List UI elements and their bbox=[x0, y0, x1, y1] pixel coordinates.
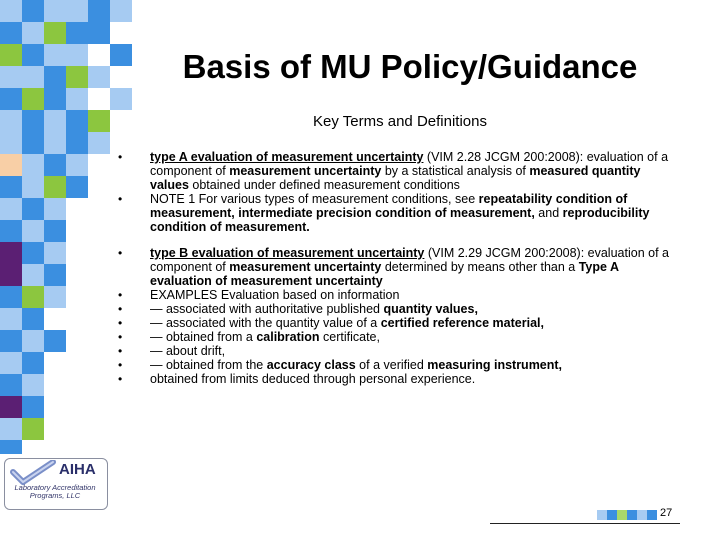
logo-caption bbox=[9, 484, 101, 500]
bullet-text bbox=[150, 302, 478, 316]
bullet-dot: • bbox=[118, 246, 123, 260]
bullet-list bbox=[118, 150, 678, 386]
deco-tile bbox=[0, 264, 22, 286]
deco-tile bbox=[0, 176, 22, 198]
bullet-text bbox=[150, 358, 562, 372]
deco-tile bbox=[22, 88, 44, 110]
deco-tile bbox=[44, 286, 66, 308]
deco-tile bbox=[66, 88, 88, 110]
deco-tile bbox=[0, 22, 22, 44]
deco-tile bbox=[66, 0, 88, 22]
bullet-item bbox=[118, 316, 678, 330]
deco-tile bbox=[110, 44, 132, 66]
deco-tile bbox=[0, 220, 22, 242]
bullet-text bbox=[150, 344, 225, 358]
footer-tile bbox=[597, 510, 607, 520]
deco-tile bbox=[66, 44, 88, 66]
deco-tile bbox=[22, 220, 44, 242]
deco-tile bbox=[22, 308, 44, 330]
bullet-dot: • bbox=[118, 358, 123, 372]
deco-tile bbox=[0, 154, 22, 176]
deco-tile bbox=[0, 66, 22, 88]
bullet-item bbox=[118, 288, 678, 302]
deco-tile bbox=[0, 242, 22, 264]
deco-tile bbox=[88, 66, 110, 88]
deco-tile bbox=[44, 88, 66, 110]
deco-tile bbox=[66, 22, 88, 44]
bullet-item bbox=[118, 330, 678, 344]
bullet-dot: • bbox=[118, 344, 123, 358]
deco-tile bbox=[0, 0, 22, 22]
deco-tile bbox=[0, 330, 22, 352]
deco-tile bbox=[44, 198, 66, 220]
footer-tile bbox=[647, 510, 657, 520]
bullet-segment: measured quantity values bbox=[150, 164, 641, 192]
deco-tile bbox=[66, 132, 88, 154]
bullet-dot: • bbox=[118, 316, 123, 330]
aiha-logo bbox=[3, 457, 109, 511]
bullet-dot: • bbox=[118, 288, 123, 302]
footer-divider bbox=[490, 523, 680, 524]
footer-tile bbox=[627, 510, 637, 520]
bullet-segment: type A evaluation of measurement uncertainty bbox=[150, 150, 424, 164]
logo-line2: Programs, LLC bbox=[29, 491, 81, 500]
bullet-text bbox=[150, 246, 669, 288]
bullet-segment: — associated with the quantity value of a bbox=[150, 316, 381, 330]
logo-line1: Laboratory Accreditation bbox=[14, 483, 96, 492]
footer-tile bbox=[607, 510, 617, 520]
deco-tile bbox=[44, 44, 66, 66]
deco-tile bbox=[0, 352, 22, 374]
deco-tile bbox=[88, 0, 110, 22]
deco-tile bbox=[22, 330, 44, 352]
deco-tile bbox=[22, 154, 44, 176]
deco-tile bbox=[66, 176, 88, 198]
slide-subtitle: Key Terms and Definitions bbox=[313, 113, 487, 130]
deco-tile bbox=[0, 418, 22, 440]
bullet-item bbox=[118, 246, 678, 288]
deco-tile bbox=[0, 110, 22, 132]
bullet-segment: quantity values, bbox=[383, 302, 478, 316]
bullet-item bbox=[118, 150, 678, 192]
bullet-segment: (VIM 2.29 JCGM 200:2008): evaluation of a component of bbox=[150, 246, 669, 274]
deco-tile bbox=[22, 286, 44, 308]
bullet-segment: NOTE 1 For various types of measurement conditions, see bbox=[150, 192, 479, 206]
bullet-text bbox=[150, 372, 475, 386]
deco-tile bbox=[0, 88, 22, 110]
deco-tile bbox=[66, 154, 88, 176]
deco-tile bbox=[0, 308, 22, 330]
bullet-segment: repeatability condition of measurement, intermediate precision condition of measurement, bbox=[150, 192, 628, 220]
bullet-segment: — obtained from a bbox=[150, 330, 257, 344]
logo-name: AIHA bbox=[59, 461, 96, 478]
deco-tile bbox=[88, 110, 110, 132]
deco-tile bbox=[0, 440, 22, 454]
deco-tile bbox=[22, 132, 44, 154]
deco-tile bbox=[22, 418, 44, 440]
bullet-dot: • bbox=[118, 330, 123, 344]
deco-tile bbox=[22, 374, 44, 396]
footer-tile bbox=[617, 510, 627, 520]
deco-tile bbox=[22, 22, 44, 44]
bullet-text bbox=[150, 288, 399, 302]
bullet-segment: measuring instrument, bbox=[427, 358, 563, 372]
slide-title: Basis of MU Policy/Guidance bbox=[182, 48, 638, 85]
bullet-dot: • bbox=[118, 302, 123, 316]
bullet-segment: determined by means other than a bbox=[381, 260, 579, 274]
deco-tile bbox=[44, 22, 66, 44]
deco-tile bbox=[22, 198, 44, 220]
deco-tile bbox=[44, 66, 66, 88]
deco-tile bbox=[22, 396, 44, 418]
bullet-text bbox=[150, 192, 649, 234]
bullet-segment: — obtained from the bbox=[150, 358, 267, 372]
bullet-dot: • bbox=[118, 372, 123, 386]
deco-tile bbox=[88, 132, 110, 154]
page-number: 27 bbox=[660, 507, 673, 519]
deco-tile bbox=[44, 242, 66, 264]
deco-tile bbox=[0, 44, 22, 66]
deco-tile bbox=[0, 198, 22, 220]
bullet-segment: (VIM 2.28 JCGM 200:2008): evaluation of a component of bbox=[150, 150, 669, 178]
bullet-text bbox=[150, 316, 544, 330]
bullet-dot: • bbox=[118, 150, 123, 164]
deco-tile bbox=[88, 22, 110, 44]
bullet-segment: accuracy class bbox=[266, 358, 356, 372]
bullet-segment: certificate, bbox=[319, 330, 380, 344]
bullet-segment: calibration bbox=[256, 330, 320, 344]
decorative-tile-column bbox=[0, 0, 135, 455]
deco-tile bbox=[0, 374, 22, 396]
bullet-segment: type B evaluation of measurement uncertainty bbox=[150, 246, 425, 260]
deco-tile bbox=[22, 242, 44, 264]
bullet-item bbox=[118, 372, 678, 386]
bullet-text bbox=[150, 330, 380, 344]
bullet-segment: and bbox=[534, 206, 563, 220]
bullet-item bbox=[118, 302, 678, 316]
deco-tile bbox=[22, 66, 44, 88]
bullet-segment: measurement uncertainty bbox=[229, 164, 382, 178]
bullet-text bbox=[150, 150, 668, 192]
bullet-item bbox=[118, 192, 678, 234]
bullet-item bbox=[118, 358, 678, 372]
bullet-segment: reproducibility condition of measurement. bbox=[150, 206, 650, 234]
deco-tile bbox=[44, 264, 66, 286]
deco-tile bbox=[44, 0, 66, 22]
deco-tile bbox=[22, 110, 44, 132]
deco-tile bbox=[44, 132, 66, 154]
bullet-segment: certified reference material, bbox=[380, 316, 544, 330]
bullet-dot: • bbox=[118, 192, 123, 206]
bullet-segment: of a verified bbox=[355, 358, 428, 372]
deco-tile bbox=[22, 352, 44, 374]
bullet-segment: obtained from limits deduced through personal experience. bbox=[150, 372, 476, 386]
bullet-segment: by a statistical analysis of bbox=[381, 164, 530, 178]
deco-tile bbox=[0, 396, 22, 418]
deco-tile bbox=[0, 132, 22, 154]
deco-tile bbox=[22, 264, 44, 286]
deco-tile bbox=[0, 286, 22, 308]
deco-tile bbox=[22, 0, 44, 22]
bullet-segment: measurement uncertainty bbox=[229, 260, 382, 274]
bullet-segment: obtained under defined measurement conditions bbox=[188, 178, 460, 192]
deco-tile bbox=[66, 110, 88, 132]
deco-tile bbox=[44, 154, 66, 176]
deco-tile bbox=[22, 176, 44, 198]
deco-tile bbox=[44, 330, 66, 352]
bullet-item bbox=[118, 344, 678, 358]
deco-tile bbox=[44, 220, 66, 242]
deco-tile bbox=[22, 44, 44, 66]
bullet-segment: — about drift, bbox=[150, 344, 226, 358]
deco-tile bbox=[110, 88, 132, 110]
footer-tile bbox=[637, 510, 647, 520]
deco-tile bbox=[44, 110, 66, 132]
deco-tile bbox=[66, 66, 88, 88]
deco-tile bbox=[44, 176, 66, 198]
deco-tile bbox=[110, 0, 132, 22]
bullet-segment: EXAMPLES Evaluation based on information bbox=[150, 288, 400, 302]
bullet-segment: Type A evaluation of measurement uncertainty bbox=[150, 260, 619, 288]
bullet-segment: — associated with authoritative published bbox=[150, 302, 384, 316]
